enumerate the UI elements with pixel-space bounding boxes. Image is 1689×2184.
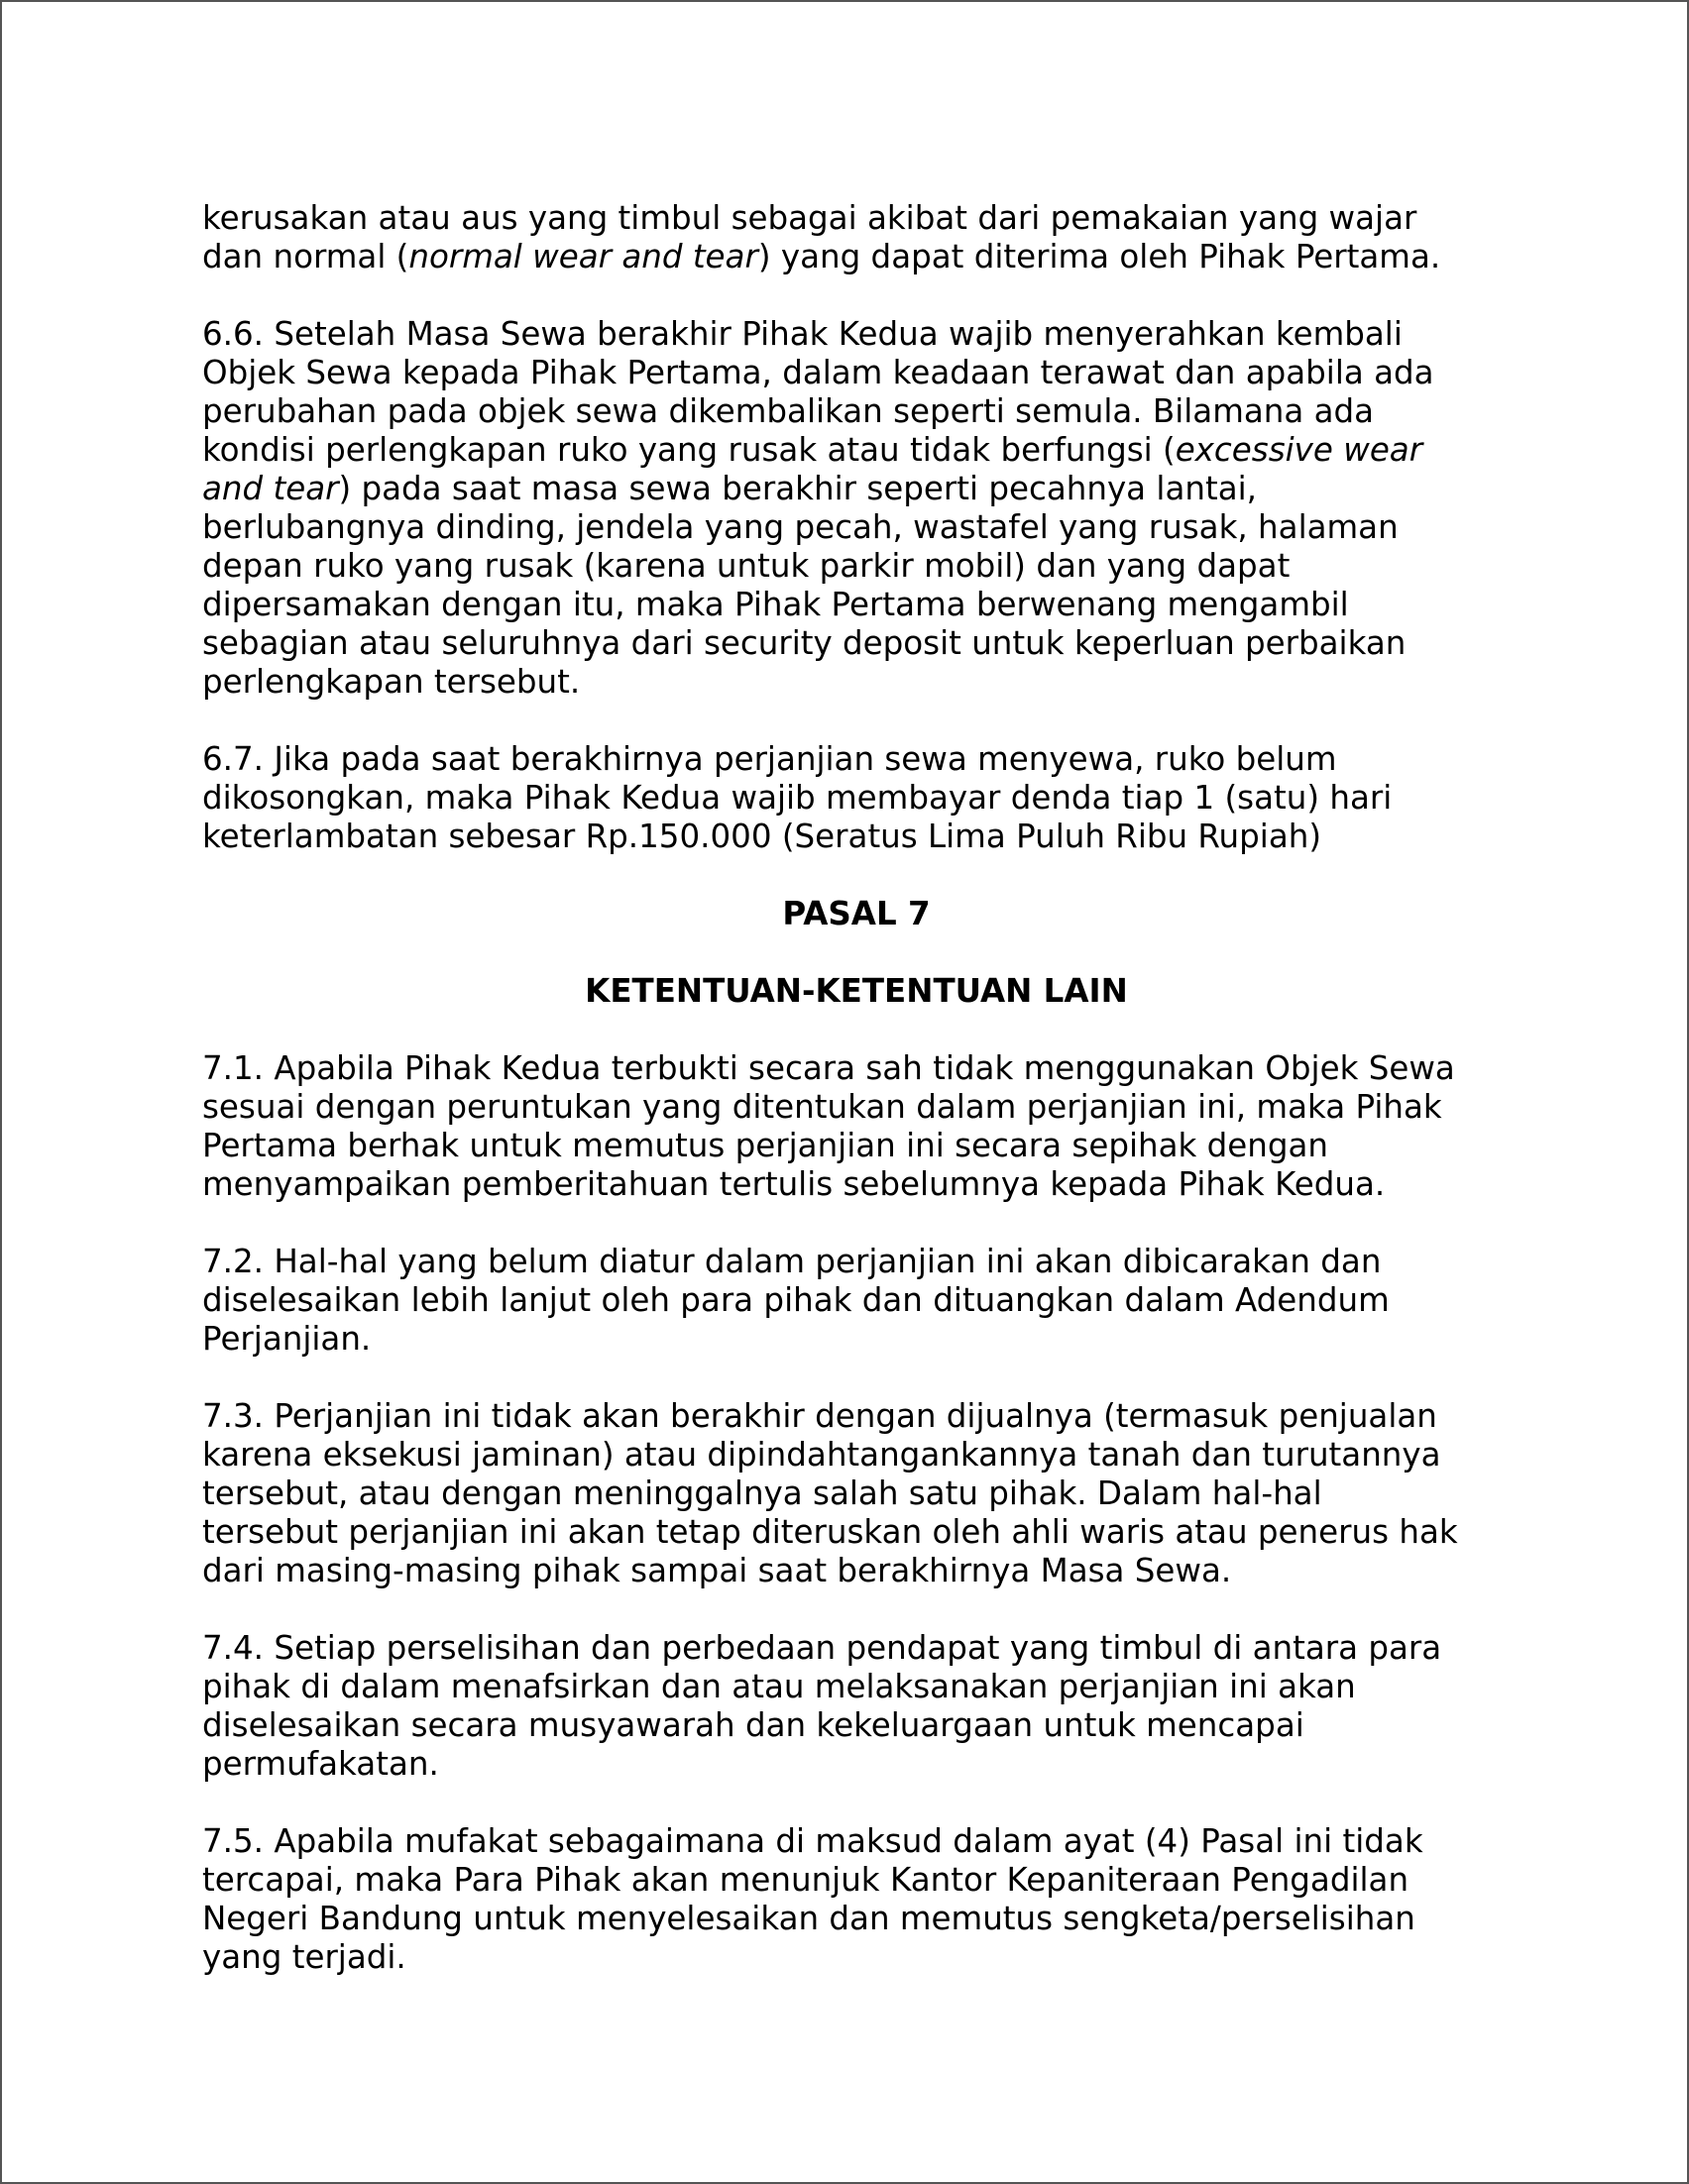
text-line: Perjanjian. bbox=[202, 1320, 372, 1358]
text-line: karena eksekusi jaminan) atau dipindahtangankannya tanah dan turutannya bbox=[202, 1436, 1441, 1474]
text-line: 7.4. Setiap perselisihan dan perbedaan pendapat yang timbul di antara para bbox=[202, 1629, 1442, 1667]
paragraph-7-1 bbox=[202, 1049, 1511, 1204]
paragraph-7-2 bbox=[202, 1243, 1511, 1359]
text-line: tersebut perjanjian ini akan tetap diteruskan oleh ahli waris atau penerus hak bbox=[202, 1513, 1458, 1551]
text-line: berlubangnya dinding, jendela yang pecah, wastafel yang rusak, halaman bbox=[202, 508, 1399, 546]
text-fragment: ) pada saat masa sewa berakhir seperti pecahnya lantai, bbox=[338, 470, 1257, 507]
text-line: menyampaikan pemberitahuan tertulis sebelumnya kepada Pihak Kedua. bbox=[202, 1165, 1386, 1203]
text-line: 7.3. Perjanjian ini tidak akan berakhir dengan dijualnya (termasuk penjualan bbox=[202, 1397, 1437, 1435]
text-line: dipersamakan dengan itu, maka Pihak Pertama berwenang mengambil bbox=[202, 586, 1349, 623]
text-line: Objek Sewa kepada Pihak Pertama, dalam keadaan terawat dan apabila ada bbox=[202, 354, 1434, 391]
text-fragment: dan normal ( bbox=[202, 238, 409, 275]
text-line bbox=[202, 238, 1511, 276]
text-line bbox=[202, 431, 1511, 470]
paragraph-7-4 bbox=[202, 1629, 1511, 1784]
text-line: keterlambatan sebesar Rp.150.000 (Seratus Lima Puluh Ribu Rupiah) bbox=[202, 818, 1322, 855]
text-line: 7.1. Apabila Pihak Kedua terbukti secara sah tidak menggunakan Objek Sewa bbox=[202, 1049, 1455, 1087]
paragraph-7-5 bbox=[202, 1822, 1511, 1977]
text-line: sesuai dengan peruntukan yang ditentukan dalam perjanjian ini, maka Pihak bbox=[202, 1088, 1442, 1126]
text-line: diselesaikan lebih lanjut oleh para pihak dan dituangkan dalam Adendum bbox=[202, 1281, 1390, 1319]
text-line: diselesaikan secara musyawarah dan kekeluargaan untuk mencapai bbox=[202, 1706, 1304, 1744]
paragraph-6-6 bbox=[202, 315, 1511, 702]
text-line: 7.2. Hal-hal yang belum diatur dalam perjanjian ini akan dibicarakan dan bbox=[202, 1243, 1382, 1280]
italic-term: normal wear and tear bbox=[408, 238, 758, 275]
italic-term: excessive wear bbox=[1175, 431, 1423, 469]
text-line: sebagian atau seluruhnya dari security deposit untuk keperluan perbaikan bbox=[202, 624, 1407, 662]
text-line: Pertama berhak untuk memutus perjanjian ini secara sepihak dengan bbox=[202, 1127, 1329, 1164]
text-line: 6.6. Setelah Masa Sewa berakhir Pihak Kedua wajib menyerahkan kembali bbox=[202, 315, 1403, 353]
text-line: dari masing-masing pihak sampai saat berakhirnya Masa Sewa. bbox=[202, 1552, 1232, 1589]
text-fragment: kondisi perlengkapan ruko yang rusak atau tidak berfungsi ( bbox=[202, 431, 1176, 469]
paragraph-7-3 bbox=[202, 1397, 1511, 1590]
text-line: perubahan pada objek sewa dikembalikan seperti semula. Bilamana ada bbox=[202, 392, 1375, 430]
paragraph-6-5-continuation bbox=[202, 199, 1511, 276]
text-line: tercapai, maka Para Pihak akan menunjuk Kantor Kepaniteraan Pengadilan bbox=[202, 1861, 1409, 1899]
section-heading-pasal: PASAL 7 bbox=[782, 895, 931, 932]
text-line: Negeri Bandung untuk menyelesaikan dan memutus sengketa/perselisihan bbox=[202, 1900, 1415, 1937]
document-body bbox=[202, 199, 1511, 2016]
text-line: 6.7. Jika pada saat berakhirnya perjanjian sewa menyewa, ruko belum bbox=[202, 740, 1337, 778]
text-line: depan ruko yang rusak (karena untuk parkir mobil) dan yang dapat bbox=[202, 547, 1291, 585]
text-line: 7.5. Apabila mufakat sebagaimana di maksud dalam ayat (4) Pasal ini tidak bbox=[202, 1822, 1423, 1860]
section-heading-title: KETENTUAN-KETENTUAN LAIN bbox=[585, 972, 1128, 1010]
text-line bbox=[202, 470, 1511, 508]
text-line: kerusakan atau aus yang timbul sebagai akibat dari pemakaian yang wajar bbox=[202, 199, 1417, 237]
text-line: dikosongkan, maka Pihak Kedua wajib membayar denda tiap 1 (satu) hari bbox=[202, 779, 1393, 817]
text-fragment: ) yang dapat diterima oleh Pihak Pertama. bbox=[757, 238, 1441, 275]
text-line: perlengkapan tersebut. bbox=[202, 663, 581, 701]
italic-term: and tear bbox=[202, 470, 339, 507]
text-line: pihak di dalam menafsirkan dan atau melaksanakan perjanjian ini akan bbox=[202, 1668, 1356, 1705]
text-line: yang terjadi. bbox=[202, 1938, 406, 1976]
text-line: tersebut, atau dengan meninggalnya salah satu pihak. Dalam hal-hal bbox=[202, 1474, 1322, 1512]
paragraph-6-7 bbox=[202, 740, 1511, 856]
text-line: permufakatan. bbox=[202, 1745, 439, 1783]
